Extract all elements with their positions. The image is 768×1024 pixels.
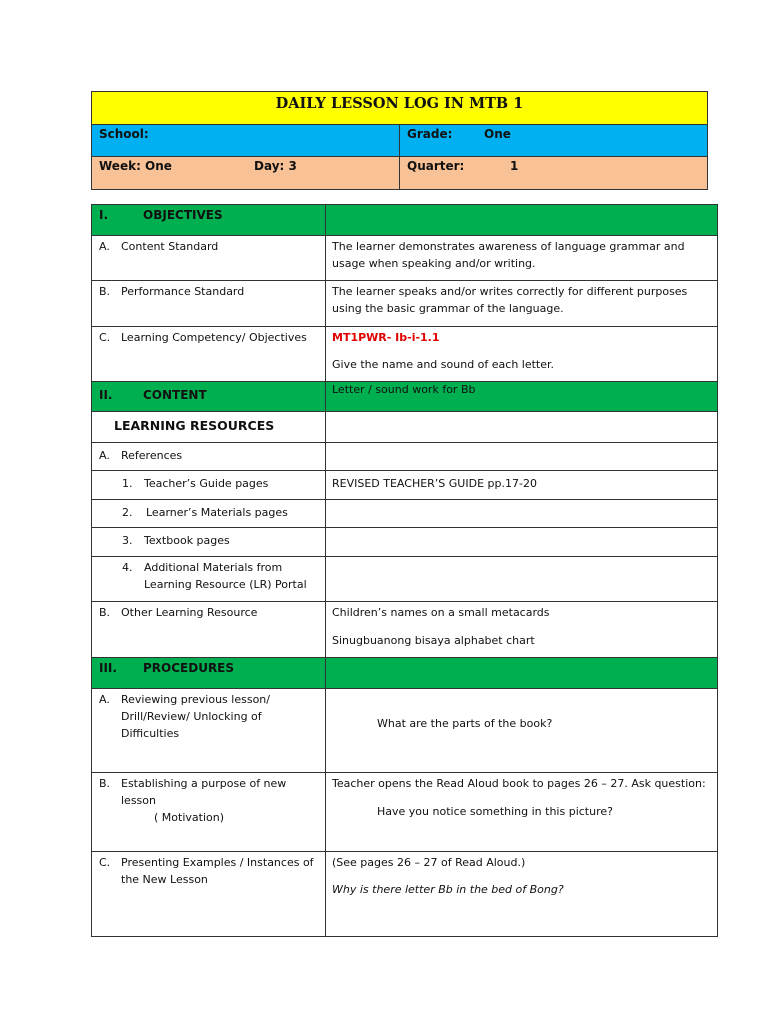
- purpose-label: B. Establishing a purpose of new lesson ( Motivation): [92, 773, 326, 852]
- table-row: [92, 852, 718, 937]
- week-day-cell: [92, 157, 400, 190]
- table-row: [92, 500, 718, 528]
- textbook-label: 3. Textbook pages: [92, 528, 326, 557]
- content-heading: II. CONTENT: [92, 382, 326, 412]
- document-title: DAILY LESSON LOG IN MTB 1: [92, 92, 708, 125]
- section-content: [92, 382, 718, 412]
- teachers-guide-value: REVISED TEACHER’S GUIDE pp.17-20: [326, 471, 718, 500]
- table-row: [92, 281, 718, 327]
- other-resource-line2: Sinugbuanong bisaya alphabet chart: [332, 634, 535, 647]
- examples-label: C. Presenting Examples / Instances of the New Lesson: [92, 852, 326, 937]
- week-label: Week: One: [99, 159, 172, 173]
- grade-value: One: [484, 127, 511, 141]
- purpose-question: Have you notice something in this picture?: [377, 805, 613, 818]
- table-row: [92, 471, 718, 500]
- school-label: School:: [99, 127, 149, 141]
- objectives-heading: I. OBJECTIVES: [92, 205, 326, 236]
- competency-cell: [326, 327, 718, 382]
- other-resource-line1: Children’s names on a small metacards: [332, 606, 550, 619]
- additional-materials-value: [326, 557, 718, 602]
- quarter-label: Quarter:: [407, 159, 465, 173]
- lesson-table: [91, 204, 718, 937]
- additional-materials-label: 4. Additional Materials from Learning Resource (LR) Portal: [92, 557, 326, 602]
- section-procedures: [92, 658, 718, 689]
- procedures-heading: III. PROCEDURES: [92, 658, 326, 689]
- competency-label: C. Learning Competency/ Objectives: [92, 327, 326, 382]
- reviewing-text-cell: [326, 689, 718, 773]
- content-value: Letter / sound work for Bb: [326, 382, 718, 412]
- quarter-value: 1: [510, 159, 519, 173]
- learners-materials-value: [326, 500, 718, 528]
- header-table: [91, 91, 708, 190]
- purpose-text: Teacher opens the Read Aloud book to pages 26 – 27. Ask question:: [332, 777, 706, 790]
- grade-label: Grade:: [407, 127, 453, 141]
- reviewing-text: What are the parts of the book?: [377, 717, 553, 730]
- competency-code: MT1PWR- Ib-i-1.1: [332, 331, 440, 344]
- content-standard-label: A. Content Standard: [92, 236, 326, 281]
- section-learning-resources: [92, 412, 718, 443]
- table-row: [92, 443, 718, 471]
- table-row: [92, 236, 718, 281]
- quarter-cell: [400, 157, 708, 190]
- textbook-value: [326, 528, 718, 557]
- competency-text: Give the name and sound of each letter.: [332, 358, 555, 371]
- performance-standard-text: The learner speaks and/or writes correctly for different purposes using the basic grammar of the language.: [326, 281, 718, 327]
- learning-resources-heading: LEARNING RESOURCES: [92, 412, 326, 443]
- learners-materials-label: 2. Learner’s Materials pages: [92, 500, 326, 528]
- school-cell: [92, 125, 400, 157]
- table-row: [92, 327, 718, 382]
- table-row: [92, 773, 718, 852]
- table-row: [92, 602, 718, 658]
- day-label: Day: 3: [254, 159, 297, 173]
- examples-text-cell: [326, 852, 718, 937]
- examples-question: Why is there letter Bb in the bed of Bong?: [332, 883, 564, 896]
- table-row: [92, 689, 718, 773]
- content-standard-text: The learner demonstrates awareness of language grammar and usage when speaking and/or writing.: [326, 236, 718, 281]
- performance-standard-label: B. Performance Standard: [92, 281, 326, 327]
- table-row: [92, 557, 718, 602]
- other-resource-label: B. Other Learning Resource: [92, 602, 326, 658]
- section-objectives: [92, 205, 718, 236]
- objectives-heading-blank: [326, 205, 718, 236]
- references-label: A. References: [92, 443, 326, 471]
- examples-text: (See pages 26 – 27 of Read Aloud.): [332, 856, 526, 869]
- teachers-guide-label: 1. Teacher’s Guide pages: [92, 471, 326, 500]
- table-row: [92, 528, 718, 557]
- purpose-text-cell: [326, 773, 718, 852]
- other-resource-cell: [326, 602, 718, 658]
- grade-cell: [400, 125, 708, 157]
- reviewing-label: A. Reviewing previous lesson/ Drill/Review/ Unlocking of Difficulties: [92, 689, 326, 773]
